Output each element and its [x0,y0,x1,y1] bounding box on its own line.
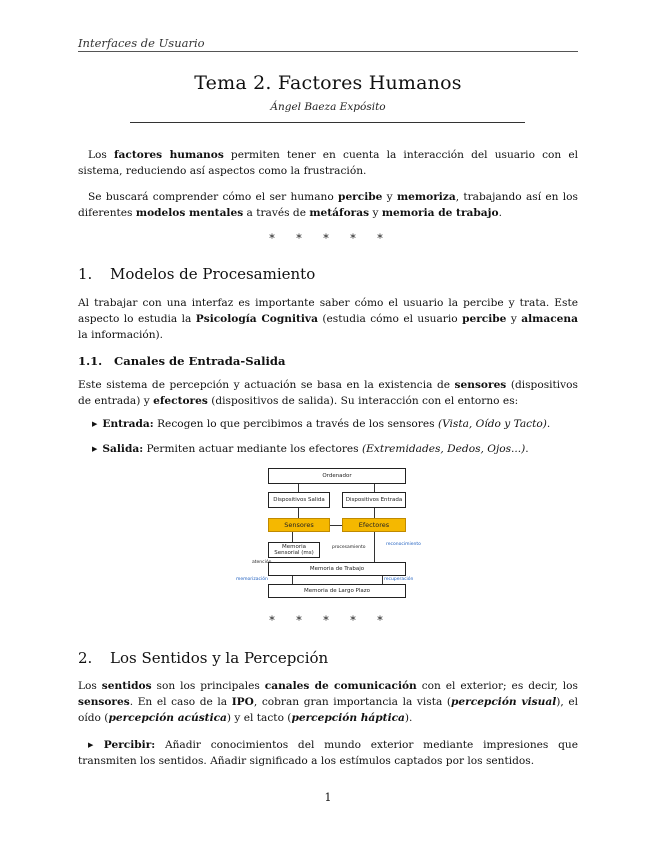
bullet-triangle-icon: ▶ [92,445,98,453]
document-author: Ángel Baeza Expósito [270,101,386,113]
section-2-paragraph: Los sentidos son los principales canales de comunicación con el exterior; es decir, los sensores. En el caso de la IPO, cobran gran importancia la vista (percepción visual), el oído (percepción acústica) y el tacto (percepción háptica). [78,680,579,724]
box-sensores: Sensores [268,518,330,532]
bullet-triangle-icon: ▶ [88,741,100,749]
running-header: Interfaces de Usuario [78,36,205,50]
subsection-1-1-heading: 1.1. Canales de Entrada-Salida [78,354,286,368]
line-8 [292,576,293,584]
line-4 [374,508,375,518]
box-disp-salida: Dispositivos Salida [268,492,330,508]
section-2-heading: 2. Los Sentidos y la Percepción [78,649,329,667]
intro-paragraph-2: Se buscará comprender cómo el ser humano percibe y memoriza, trabajando así en los diferentes modelos mentales a través de metáforas y memoria de trabajo. [78,191,578,219]
percibir-paragraph: ▶ Percibir: Añadir conocimientos del mundo exterior mediante impresiones que transmiten los sentidos. Añadir significado a los estímulos captados por los sentidos. [78,739,578,767]
bullet-triangle-icon: ▶ [92,420,98,428]
line-3 [298,508,299,518]
label-memorizacion: memorización [236,577,268,582]
box-disp-entrada: Dispositivos Entrada [342,492,406,508]
label-atencion: atención [252,560,272,565]
bullet-salida: ▶ Salida: Permiten actuar mediante los efectores (Extremidades, Dedos, Ojos...). [92,443,529,455]
box-memoria-largo-plazo: Memoria de Largo Plazo [268,584,406,598]
processing-model-diagram [232,464,428,604]
bullet-entrada: ▶ Entrada: Recogen lo que percibimos a través de los sensores (Vista, Oído y Tacto). [92,418,551,430]
line-9 [382,576,383,584]
label-reconocimiento: reconocimiento [386,542,421,547]
line-2 [374,484,375,492]
title-rule [130,122,525,123]
line-5 [330,525,342,526]
document-title: Tema 2. Factores Humanos [194,72,462,94]
subsection-1-1-paragraph: Este sistema de percepción y actuación se basa en la existencia de sensores (dispositivos de entrada) y efectores (dispositivos de salida). Su interacción con el entorno es: [78,379,578,407]
separator-stars-2: * * * * * [269,614,387,627]
header-rule [78,51,578,52]
box-efectores: Efectores [342,518,406,532]
box-ordenador: Ordenador [268,468,406,484]
box-memoria-trabajo: Memoria de Trabajo [268,562,406,576]
line-1 [298,484,299,492]
line-6 [292,532,293,542]
box-memoria-sensorial: Memoria Sensorial (ms) [268,542,320,558]
label-recuperacion: recuperación [384,577,414,582]
section-1-heading: 1. Modelos de Procesamiento [78,265,316,283]
label-procesamiento: procesamiento [332,545,366,550]
separator-stars-1: * * * * * [269,232,387,245]
intro-paragraph-1: Los factores humanos permiten tener en cuenta la interacción del usuario con el sistema, reduciendo así aspectos como la frustración. [78,149,579,177]
section-1-paragraph: Al trabajar con una interfaz es importante saber cómo el usuario la percibe y trata. Este aspecto lo estudia la Psicología Cognitiva (estudia cómo el usuario percibe y almacena la información). [78,297,578,341]
line-7 [374,532,375,562]
page-number: 1 [324,791,332,804]
